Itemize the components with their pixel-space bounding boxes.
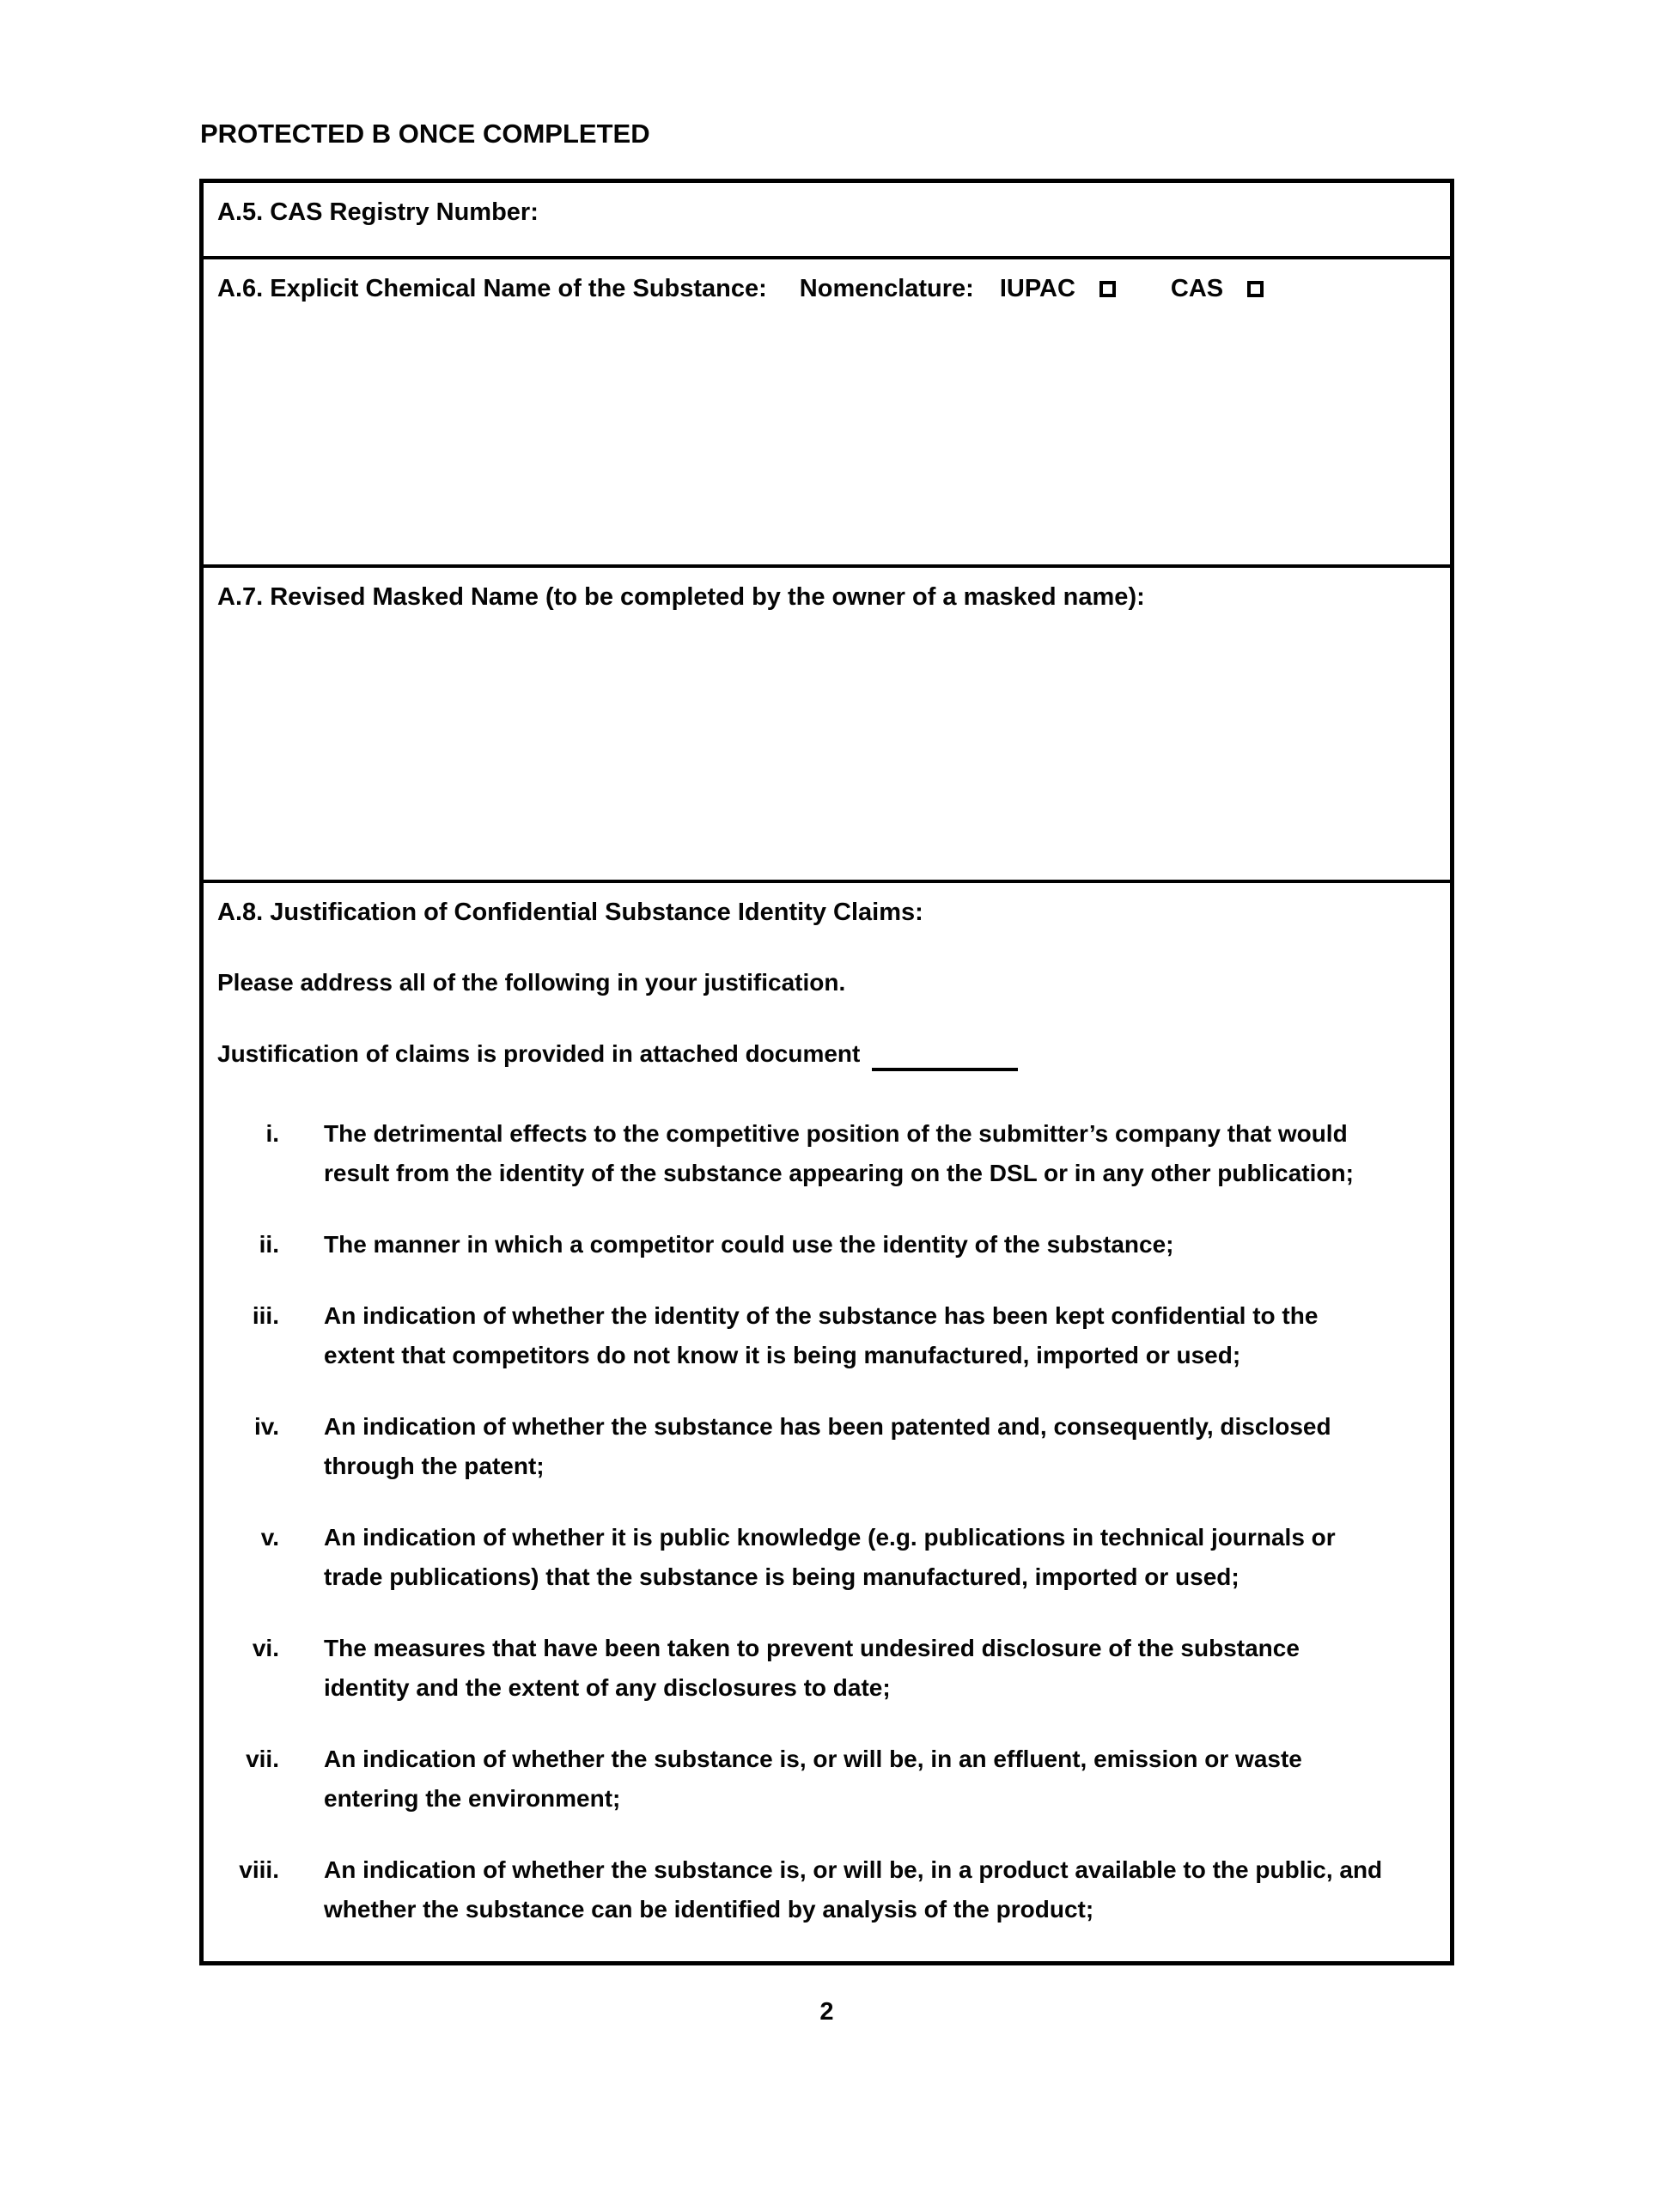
- iupac-option-label: IUPAC: [999, 275, 1075, 303]
- item-numeral: ii.: [259, 1231, 279, 1258]
- iupac-checkbox[interactable]: [1099, 281, 1116, 297]
- list-item: [217, 1114, 1436, 1193]
- item-numeral: iii.: [252, 1302, 279, 1329]
- item-text: An indication of whether the identity of the substance has been kept confidential to the extent that competitors do not know it is being manufactured, imported or used;: [324, 1302, 1319, 1368]
- attached-document-blank[interactable]: [872, 1040, 1018, 1071]
- section-a5: [204, 183, 1450, 256]
- section-a6: [204, 256, 1450, 564]
- a5-input-area[interactable]: [208, 233, 1446, 252]
- item-text: The measures that have been taken to prevent undesired disclosure of the substance identity and the extent of any disclosures to date;: [324, 1635, 1300, 1701]
- item-numeral: i.: [265, 1120, 279, 1147]
- a8-justification-list: [217, 1114, 1436, 1929]
- item-text: An indication of whether it is public knowledge (e.g. publications in technical journals or trade publications) that the substance is being manufactured, imported or used;: [324, 1524, 1336, 1590]
- classification-banner: PROTECTED B ONCE COMPLETED: [200, 119, 650, 149]
- section-a6-title: A.6. Explicit Chemical Name of the Substance:: [217, 275, 767, 303]
- item-text: An indication of whether the substance has been patented and, consequently, disclosed through the patent;: [324, 1413, 1331, 1479]
- list-item: [217, 1407, 1436, 1486]
- item-numeral: vii.: [246, 1746, 279, 1772]
- item-numeral: v.: [260, 1524, 279, 1551]
- item-text: An indication of whether the substance is, or will be, in an effluent, emission or waste entering the environment;: [324, 1746, 1302, 1812]
- section-a8: [204, 880, 1450, 1961]
- item-numeral: viii.: [239, 1856, 279, 1883]
- a6-input-area[interactable]: [208, 309, 1446, 560]
- form-table: [199, 179, 1454, 1965]
- section-a8-title: A.8. Justification of Confidential Substance Identity Claims:: [217, 899, 923, 926]
- list-item: [217, 1740, 1436, 1819]
- item-numeral: vi.: [252, 1635, 279, 1661]
- list-item: [217, 1225, 1436, 1264]
- cas-option-label: CAS: [1170, 275, 1224, 303]
- cas-checkbox[interactable]: [1247, 281, 1264, 297]
- section-a7: [204, 564, 1450, 880]
- a8-attachment-line: [217, 1037, 1436, 1071]
- section-a6-header-row: [217, 271, 1436, 306]
- list-item: [217, 1518, 1436, 1597]
- list-item: [217, 1296, 1436, 1375]
- item-text: The manner in which a competitor could use the identity of the substance;: [324, 1231, 1174, 1258]
- a8-attachment-text: Justification of claims is provided in attached document: [217, 1040, 861, 1067]
- item-text: The detrimental effects to the competitive position of the submitter’s company that would result from the identity of the substance appearing on the DSL or in any other publication;: [324, 1120, 1354, 1186]
- page-number: 2: [819, 1998, 834, 2026]
- nomenclature-label: Nomenclature:: [799, 275, 974, 303]
- item-numeral: iv.: [253, 1413, 279, 1440]
- list-item: [217, 1850, 1436, 1929]
- a7-input-area[interactable]: [208, 618, 1446, 875]
- item-text: An indication of whether the substance is, or will be, in a product available to the public, and whether the substance can be identified by analysis of the product;: [324, 1856, 1383, 1923]
- a8-intro-text: Please address all of the following in your justification.: [217, 969, 846, 996]
- section-a7-title: A.7. Revised Masked Name (to be completed by the owner of a masked name):: [217, 583, 1145, 612]
- list-item: [217, 1629, 1436, 1708]
- section-a5-title: A.5. CAS Registry Number:: [217, 198, 539, 226]
